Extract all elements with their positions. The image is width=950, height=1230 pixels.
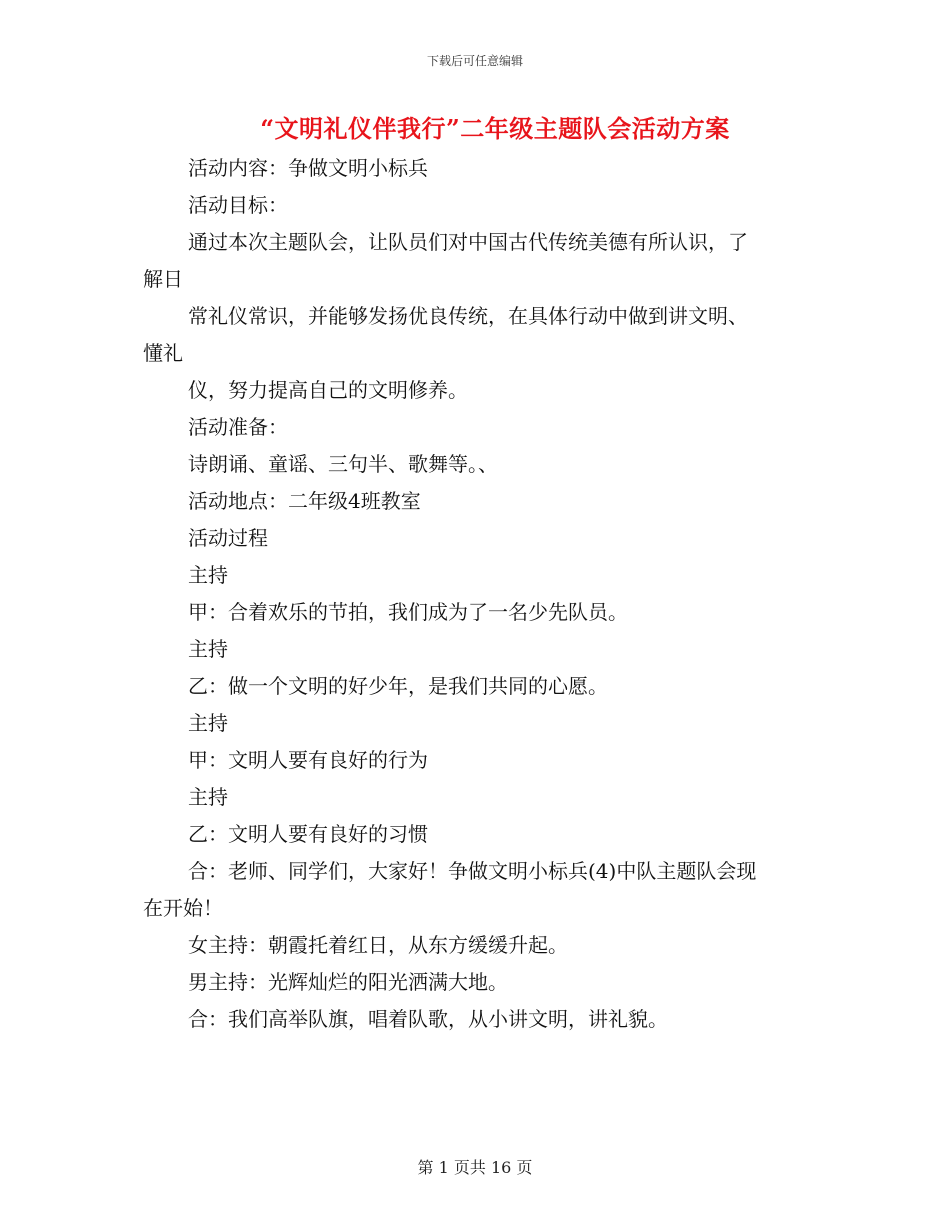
page-number: 第 1 页共 16 页 — [417, 1158, 533, 1177]
page-header: 下载后可任意编辑 — [426, 54, 523, 68]
body-line: 活动过程 — [188, 526, 268, 550]
body-line: 主持 — [188, 785, 228, 809]
body-line: 合：我们高举队旗，唱着队歌，从小讲文明，讲礼貌。 — [188, 1007, 668, 1031]
body-line: 主持 — [188, 711, 228, 735]
body-line: 甲：文明人要有良好的行为 — [188, 748, 428, 772]
body-line: 通过本次主题队会，让队员们对中国古代传统美德有所认识，了 — [188, 230, 748, 254]
body-line: 乙：做一个文明的好少年，是我们共同的心愿。 — [188, 674, 608, 698]
body-line: 活动目标： — [188, 193, 288, 217]
body-line: 男主持：光辉灿烂的阳光洒满大地。 — [188, 970, 508, 994]
body-line: 解日 — [143, 267, 183, 291]
body-line: 仪，努力提高自己的文明修养。 — [188, 378, 468, 402]
document-body — [143, 150, 815, 1038]
body-line: 活动准备： — [188, 415, 288, 439]
body-line: 活动地点：二年级4班教室 — [188, 489, 421, 513]
body-line: 懂礼 — [143, 341, 183, 365]
body-line: 甲：合着欢乐的节拍，我们成为了一名少先队员。 — [188, 600, 628, 624]
body-line: 女主持：朝霞托着红日，从东方缓缓升起。 — [188, 933, 568, 957]
body-line: 常礼仪常识，并能够发扬优良传统，在具体行动中做到讲文明、 — [188, 304, 748, 328]
body-line: 活动内容：争做文明小标兵 — [188, 156, 428, 180]
document-title: “文明礼仪伴我行”二年级主题队会活动方案 — [260, 114, 730, 143]
body-line: 在开始！ — [143, 896, 223, 920]
body-line: 乙：文明人要有良好的习惯 — [188, 822, 428, 846]
body-line: 主持 — [188, 637, 228, 661]
body-line: 主持 — [188, 563, 228, 587]
body-line: 合：老师、同学们，大家好！争做文明小标兵(4)中队主题队会现 — [188, 859, 757, 883]
body-line: 诗朗诵、童谣、三句半、歌舞等。、 — [188, 452, 498, 476]
